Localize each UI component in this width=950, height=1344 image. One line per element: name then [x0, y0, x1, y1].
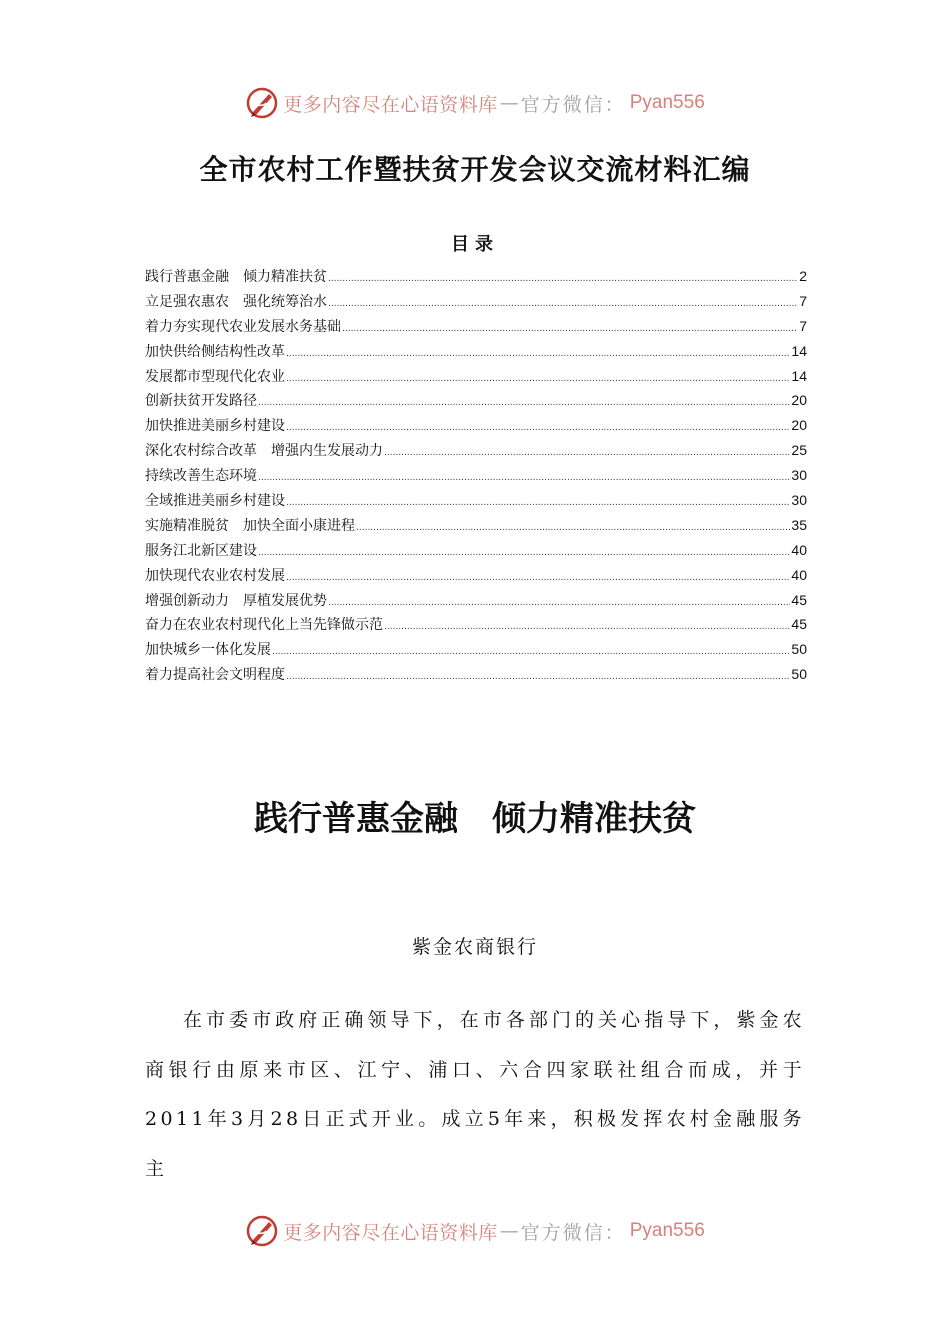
watermark-wechat-id: Pyan556 — [629, 1220, 705, 1241]
toc-leader — [286, 423, 790, 433]
toc-entry-label: 深化农村综合改革 增强内生发展动力 — [145, 443, 383, 460]
watermark-wechat-label: 官方微信： — [520, 1221, 626, 1244]
toc-entry-page: 50 — [791, 666, 807, 683]
toc-leader — [258, 473, 790, 483]
toc-entry-label: 加快城乡一体化发展 — [145, 642, 271, 659]
toc-entry[interactable] — [145, 590, 807, 615]
toc-entry[interactable] — [145, 415, 807, 440]
watermark-dash: — — [499, 1220, 519, 1242]
toc-leader — [384, 622, 790, 632]
toc-leader — [286, 498, 790, 508]
document-title: 全市农村工作暨扶贫开发会议交流材料汇编 — [199, 153, 751, 186]
toc-entry-page: 35 — [791, 516, 807, 533]
watermark-footer — [0, 1211, 950, 1251]
toc-entry[interactable] — [145, 291, 807, 316]
toc-entry[interactable] — [145, 639, 807, 664]
table-of-contents — [145, 266, 807, 689]
toc-entry-label: 践行普惠金融 倾力精准扶贫 — [145, 269, 327, 285]
toc-entry-label: 着力夯实现代农业发展水务基础 — [145, 318, 341, 335]
toc-leader — [342, 324, 798, 334]
toc-entry[interactable] — [145, 664, 807, 689]
toc-entry-page: 20 — [791, 392, 807, 409]
toc-entry-label: 全域推进美丽乡村建设 — [145, 493, 285, 510]
watermark-wechat-id: Pyan556 — [629, 92, 705, 113]
toc-entry-page: 2 — [799, 268, 807, 284]
toc-leader — [286, 374, 790, 384]
toc-entry[interactable] — [145, 540, 807, 565]
toc-entry-page: 45 — [791, 616, 807, 633]
toc-entry[interactable] — [145, 341, 807, 366]
watermark-text: 更多内容尽在心语资料库 — [283, 93, 498, 116]
toc-leader — [328, 598, 790, 608]
toc-leader — [286, 573, 790, 583]
toc-entry-label: 加快现代农业农村发展 — [145, 567, 285, 584]
toc-entry-label: 实施精准脱贫 加快全面小康进程 — [145, 517, 355, 534]
pen-logo-icon — [245, 1214, 279, 1248]
toc-entry-label: 加快供给侧结构性改革 — [145, 343, 285, 360]
watermark-header — [0, 83, 950, 123]
toc-entry-label: 持续改善生态环境 — [145, 468, 257, 485]
toc-entry[interactable] — [145, 366, 807, 391]
watermark-wechat-label: 官方微信： — [520, 93, 626, 116]
toc-entry[interactable] — [145, 266, 807, 291]
toc-leader — [286, 349, 790, 359]
toc-leader — [328, 274, 798, 284]
toc-entry-page: 7 — [799, 292, 807, 309]
toc-leader — [258, 398, 790, 408]
toc-entry[interactable] — [145, 390, 807, 415]
toc-entry-label: 立足强农惠农 强化统筹治水 — [145, 293, 327, 310]
toc-entry-page: 30 — [791, 467, 807, 484]
toc-entry-label: 奋力在农业农村现代化上当先锋做示范 — [145, 617, 383, 634]
toc-entry-page: 45 — [791, 591, 807, 608]
pen-logo-icon — [245, 86, 279, 120]
toc-entry[interactable] — [145, 515, 807, 540]
toc-entry-page: 7 — [799, 317, 807, 334]
body-paragraph: 在市委市政府正确领导下，在市各部门的关心指导下，紫金农商银行由原来市区、江宁、浦口、六合四家联社组合而成，并于2011年3月28日正式开业。成立5年来，积极发挥农村金融服务主 — [145, 1009, 805, 1180]
toc-entry-label: 创新扶贫开发路径 — [145, 393, 257, 410]
toc-entry-page: 14 — [791, 367, 807, 384]
toc-entry-page: 50 — [791, 641, 807, 658]
toc-entry[interactable] — [145, 316, 807, 341]
toc-leader — [258, 548, 790, 558]
toc-entry[interactable] — [145, 565, 807, 590]
toc-entry[interactable] — [145, 465, 807, 490]
watermark-dash: — — [499, 92, 519, 114]
toc-entry[interactable] — [145, 490, 807, 515]
toc-entry-page: 30 — [791, 492, 807, 509]
toc-entry-label: 着力提高社会文明程度 — [145, 667, 285, 684]
toc-entry-label: 发展都市型现代化农业 — [145, 368, 285, 385]
toc-entry[interactable] — [145, 614, 807, 639]
toc-entry-page: 40 — [791, 541, 807, 558]
toc-entry-label: 增强创新动力 厚植发展优势 — [145, 592, 327, 609]
toc-entry-page: 14 — [791, 342, 807, 359]
watermark-text: 更多内容尽在心语资料库 — [283, 1221, 498, 1244]
toc-entry-page: 25 — [791, 442, 807, 459]
toc-entry-page: 20 — [791, 417, 807, 434]
section-title: 践行普惠金融 倾力精准扶贫 — [254, 799, 696, 839]
toc-entry-label: 服务江北新区建设 — [145, 542, 257, 559]
toc-entry[interactable] — [145, 440, 807, 465]
toc-leader — [272, 647, 790, 657]
toc-leader — [356, 523, 790, 533]
toc-heading: 目录 — [451, 234, 499, 255]
toc-leader — [328, 299, 798, 309]
toc-leader — [286, 672, 790, 682]
toc-leader — [384, 448, 790, 458]
toc-entry-label: 加快推进美丽乡村建设 — [145, 418, 285, 435]
section-author: 紫金农商银行 — [411, 936, 538, 958]
toc-entry-page: 40 — [791, 566, 807, 583]
